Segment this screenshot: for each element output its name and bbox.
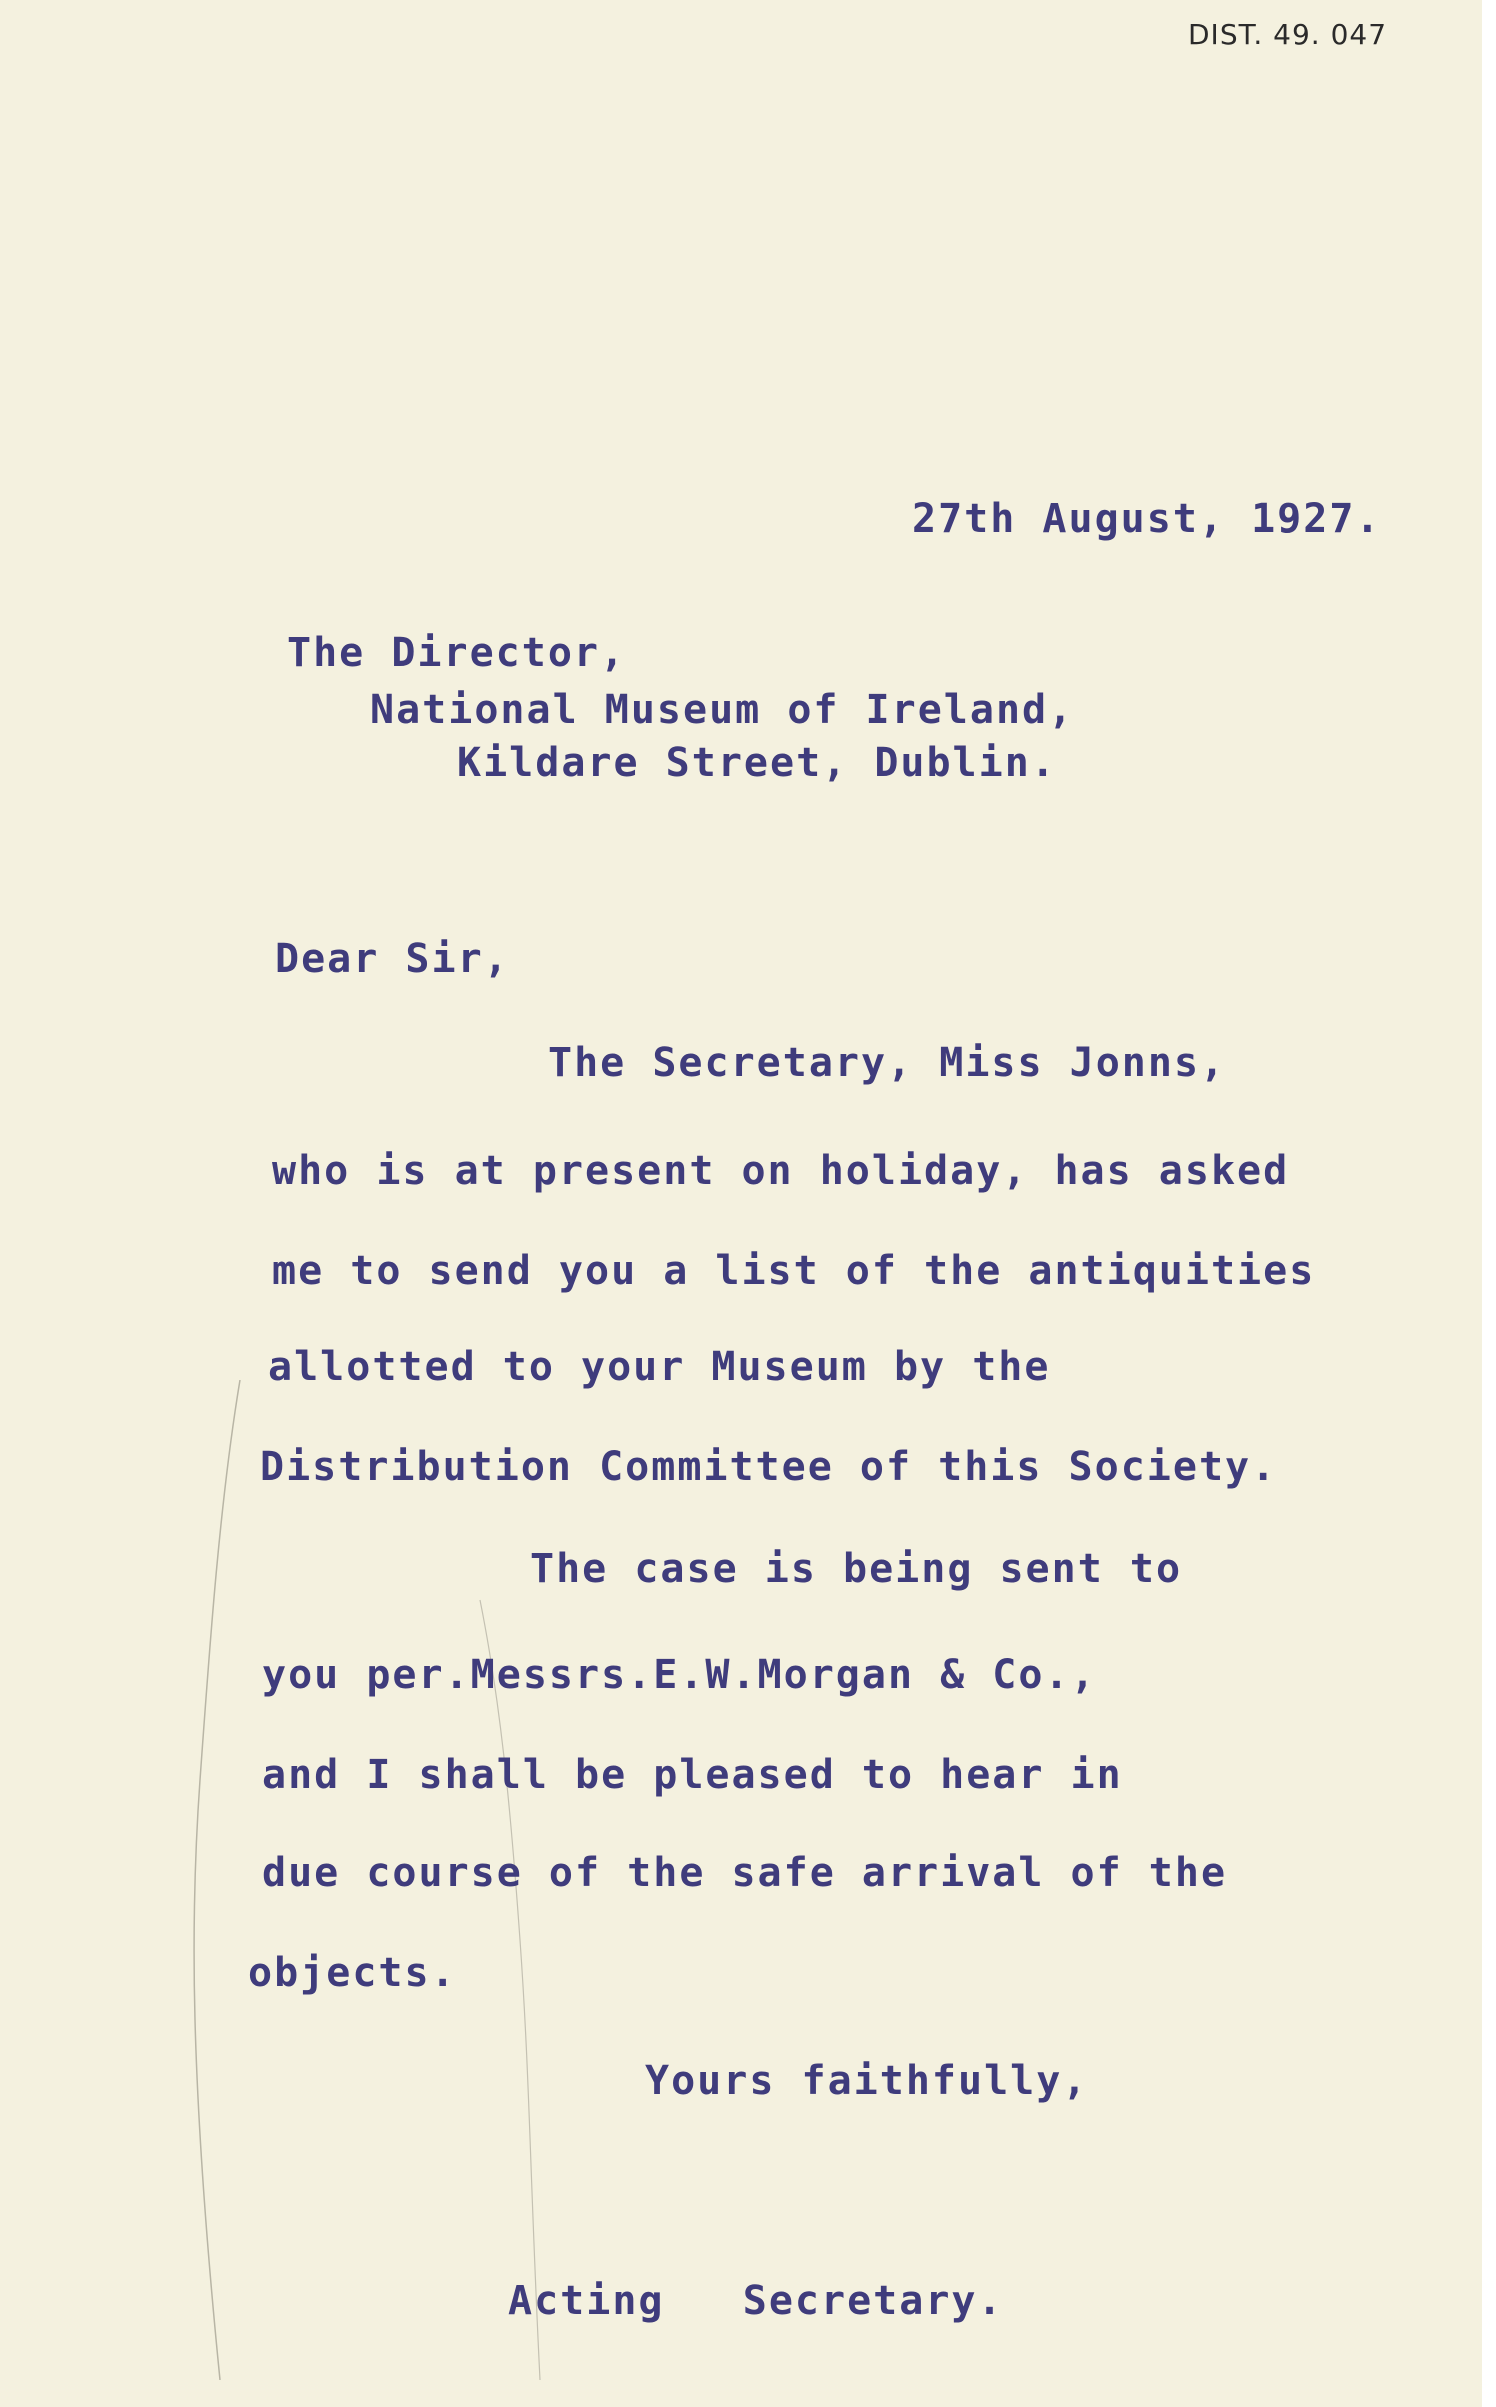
body-line: objects.	[248, 1950, 457, 1996]
body-line: me to send you a list of the antiquities	[272, 1248, 1316, 1294]
letter-date: 27th August, 1927.	[912, 496, 1382, 542]
body-line: you per.Messrs.E.W.Morgan & Co.,	[262, 1652, 1097, 1698]
recipient-line-2: National Museum of Ireland,	[370, 687, 1075, 733]
recipient-line-3: Kildare Street, Dublin.	[457, 740, 1057, 786]
body-line: The Secretary, Miss Jonns,	[548, 1040, 1227, 1086]
body-line: due course of the safe arrival of the	[262, 1850, 1228, 1896]
recipient-line-1: The Director,	[287, 630, 627, 676]
body-line: The case is being sent to	[530, 1546, 1183, 1592]
signature-role: Acting Secretary.	[508, 2278, 1004, 2324]
scan-edge	[1482, 0, 1496, 2407]
body-line: who is at present on holiday, has asked	[272, 1148, 1290, 1194]
body-line: and I shall be pleased to hear in	[262, 1752, 1123, 1798]
archive-reference-number: DIST. 49. 047	[1188, 18, 1388, 51]
body-line: Distribution Committee of this Society.	[260, 1444, 1278, 1490]
complimentary-close: Yours faithfully,	[645, 2058, 1089, 2104]
body-line: allotted to your Museum by the	[268, 1344, 1051, 1390]
salutation: Dear Sir,	[275, 936, 510, 982]
